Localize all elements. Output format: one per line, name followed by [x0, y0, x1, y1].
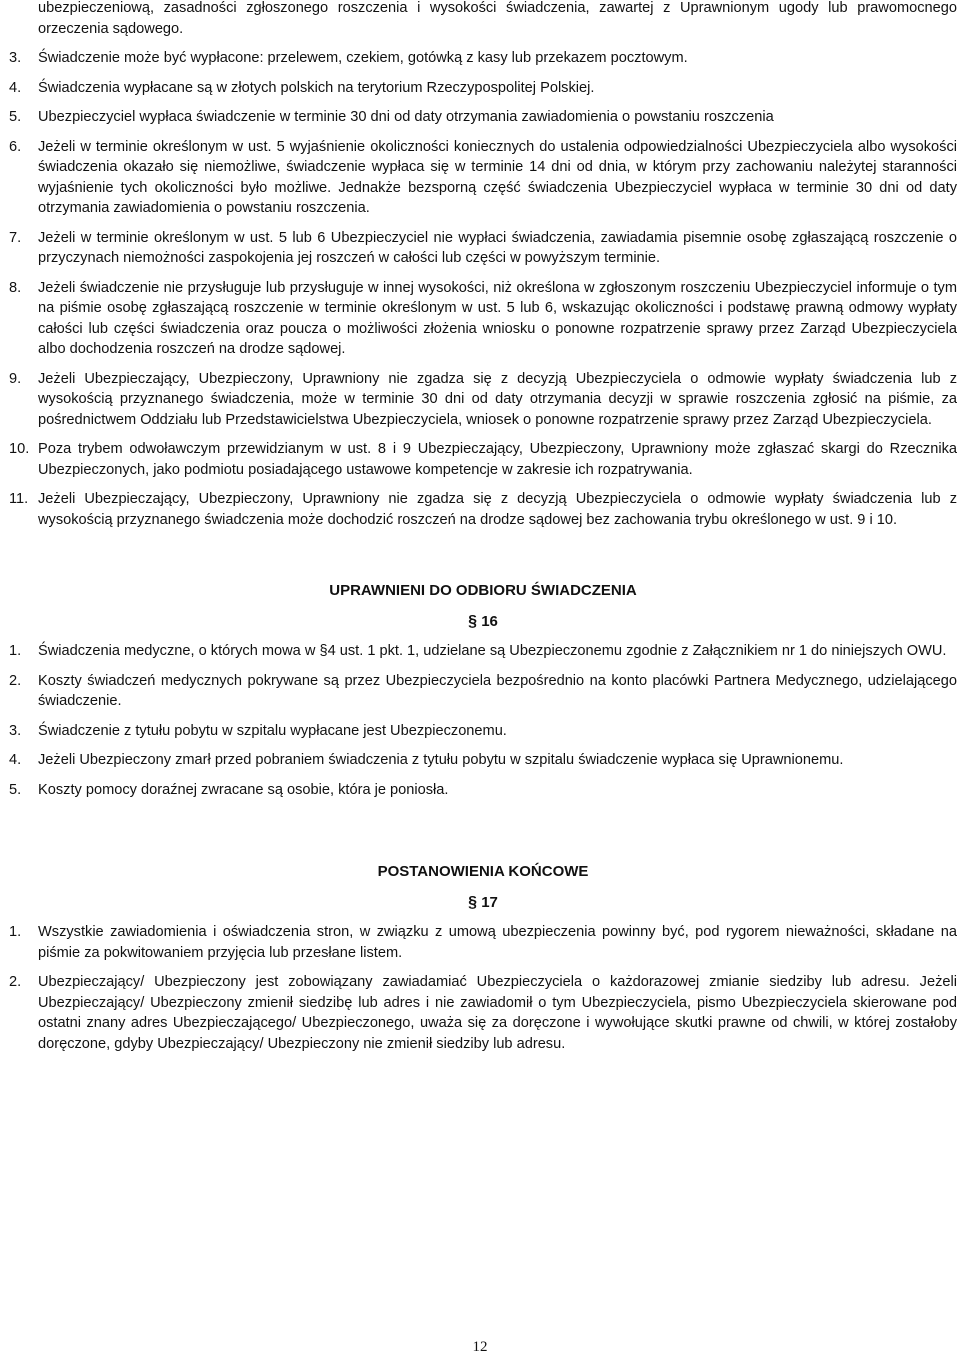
- paragraph-sign: §: [468, 893, 478, 911]
- clause-number: 1.: [9, 924, 22, 940]
- clause-item: [9, 369, 957, 431]
- clause-number: 5.: [9, 781, 22, 798]
- section-number-value: 17: [481, 893, 498, 911]
- paragraph-sign: §: [468, 612, 478, 630]
- clause-text: Świadczenie może być wypłacone: przelewem, czekiem, gotówką z kasy lub przekazem pocztowym.: [38, 50, 688, 66]
- clause-item: [9, 137, 957, 219]
- clause-text: Koszty świadczeń medycznych pokrywane są przez Ubezpieczyciela bezpośrednio na konto placówki Partnera Medycznego, udzielającego świadczenie.: [38, 672, 957, 709]
- clause-text: Jeżeli świadczenie nie przysługuje lub przysługuje w innej wysokości, niż określona w zgłoszonym roszczeniu Ubezpieczyciel informuje o tym na piśmie osobę zgłaszającą roszczenie w terminie określonym w ust. 5 lub 6, wskazując okoliczności i podstawę prawną odmowy wypłaty całości lub części świadczenia oraz poucza o możliwości złożenia wniosku o ponowne rozpatrzenie sprawy przez Zarząd Ubezpieczyciela albo dochodzenia roszczeń na drodze sądowej.: [38, 279, 957, 357]
- final-provisions-list: [9, 922, 957, 1054]
- clause-number: 3.: [9, 50, 22, 66]
- clause-number: 8.: [9, 279, 22, 296]
- clause-number: 7.: [9, 229, 22, 246]
- clause-item: [9, 780, 957, 801]
- section-number: [9, 612, 957, 633]
- section-heading: POSTANOWIENIA KOŃCOWE: [377, 863, 589, 880]
- clause-text: Jeżeli Ubezpieczający, Ubezpieczony, Uprawniony nie zgadza się z decyzją Ubezpieczyciela o odmowie wypłaty świadczenia lub z wysokością przyznanego świadczenia może dochodzić roszczeń na drodze sądowej bez zachowania trybu określonego w ust. 9 i 10.: [38, 491, 957, 528]
- clause-text: Ubezpieczający/ Ubezpieczony jest zobowiązany zawiadamiać Ubezpieczyciela o każdorazowej zmianie siedziby lub adresu. Jeżeli Ubezpieczający/ Ubezpieczony zmienił siedzibę lub adres i nie zawiadomił o tym Ubezpieczyciela, pismo Ubezpieczyciela skierowane pod ostatni znany adres Ubezpieczającego/ Ubezpieczonego, uważa się za doręczone i wywołujące skutki prawne od chwili, w której zostałoby doręczone, gdyby Ubezpieczający/ Ubezpieczony nie zmienił siedziby lub adresu.: [38, 974, 957, 1052]
- clause-item: [9, 721, 957, 742]
- clause-item: [9, 107, 957, 128]
- section-number: [9, 893, 957, 914]
- beneficiaries-list: [9, 641, 957, 800]
- clause-text: Jeżeli w terminie określonym w ust. 5 wyjaśnienie okoliczności koniecznych do ustalenia odpowiedzialności Ubezpieczyciela albo wysokości świadczenia okazało się niemożliwe, świadczenie wypłaca się w terminie 14 dni od dnia, w którym przy zachowaniu należytej staranności wyjaśnienie tych okoliczności było możliwe. Jednakże bezsporną część świadczenia Ubezpieczyciel wypłaca w terminie 30 dni od daty otrzymania zawiadomienia o powstaniu roszczenia.: [38, 138, 957, 216]
- clause-number: 4.: [9, 79, 22, 96]
- payout-clauses-list: [9, 48, 957, 530]
- clause-text: Ubezpieczyciel wypłaca świadczenie w terminie 30 dni od daty otrzymania zawiadomienia o powstaniu roszczenia: [38, 109, 774, 125]
- clause-number: 9.: [9, 370, 22, 387]
- continued-paragraph: ubezpieczeniową, zasadności zgłoszonego roszczenia i wysokości świadczenia, zawartej z Uprawnionym ugody lub prawomocnego orzeczenia sądowego.: [38, 0, 957, 37]
- clause-item: [9, 439, 957, 480]
- clause-item: [9, 750, 957, 771]
- clause-text: Jeżeli w terminie określonym w ust. 5 lub 6 Ubezpieczyciel nie wypłaci świadczenia, zawiadamia pisemnie osobę zgłaszającą roszczenie o przyczynach niemożności zaspokojenia jej roszczeń w całości lub części w powyższym terminie.: [38, 229, 957, 266]
- section-number-value: 16: [481, 612, 498, 630]
- clause-item: [9, 489, 957, 530]
- clause-text: Jeżeli Ubezpieczony zmarł przed pobraniem świadczenia z tytułu pobytu w szpitalu świadczenie wypłaca się Uprawnionemu.: [38, 752, 844, 768]
- page-number: 12: [472, 1339, 488, 1355]
- clause-item: [9, 278, 957, 360]
- clause-text: Świadczenia medyczne, o których mowa w §4 ust. 1 pkt. 1, udzielane są Ubezpieczonemu zgodnie z Załącznikiem nr 1 do niniejszych OWU.: [38, 643, 947, 659]
- clause-number: 4.: [9, 752, 22, 768]
- clause-text: Jeżeli Ubezpieczający, Ubezpieczony, Uprawniony nie zgadza się z decyzją Ubezpieczyciela o odmowie wypłaty świadczenia lub z wysokością przyznanego świadczenia, może w terminie 30 dni od daty otrzymania decyzji w sprawie roszczenia zgłosić na piśmie, za pośrednictwem Oddziału lub Przedstawicielstwa Ubezpieczyciela, wniosek o ponowne rozpatrzenie sprawy przez Zarząd Ubezpieczyciela.: [38, 370, 957, 428]
- clause-item: [9, 48, 957, 69]
- clause-number: 10.: [9, 441, 30, 457]
- clause-text: Wszystkie zawiadomienia i oświadczenia stron, w związku z umową ubezpieczenia powinny być, pod rygorem nieważności, składane na piśmie za pokwitowaniem przyjęcia lub przesłane listem.: [38, 924, 957, 961]
- clause-item: [9, 641, 957, 662]
- clause-text: Świadczenia wypłacane są w złotych polskich na terytorium Rzeczypospolitej Polskiej.: [38, 79, 595, 96]
- page-content: [9, 0, 957, 1054]
- clause-number: 3.: [9, 722, 22, 739]
- clause-item: [9, 671, 957, 712]
- clause-number: 11.: [9, 491, 29, 507]
- clause-item: [9, 78, 957, 99]
- clause-number: 2.: [9, 672, 22, 689]
- clause-item: [9, 228, 957, 269]
- clause-number: 1.: [9, 643, 22, 659]
- clause-number: 6.: [9, 138, 22, 155]
- clause-item: [9, 922, 957, 963]
- section-heading: UPRAWNIENI DO ODBIORU ŚWIADCZENIA: [329, 582, 637, 599]
- clause-text: Koszty pomocy doraźnej zwracane są osobie, która je poniosła.: [38, 781, 449, 798]
- clause-number: 5.: [9, 109, 22, 125]
- clause-number: 2.: [9, 974, 22, 990]
- clause-text: Świadczenie z tytułu pobytu w szpitalu wypłacane jest Ubezpieczonemu.: [38, 722, 507, 739]
- clause-text: Poza trybem odwoławczym przewidzianym w ust. 8 i 9 Ubezpieczający, Ubezpieczony, Uprawniony może zgłaszać skargi do Rzecznika Ubezpieczonych, jako podmiotu posiadającego ustawowe kompetencje w zakresie ich rozpatrywania.: [38, 441, 957, 478]
- clause-item: [9, 972, 957, 1054]
